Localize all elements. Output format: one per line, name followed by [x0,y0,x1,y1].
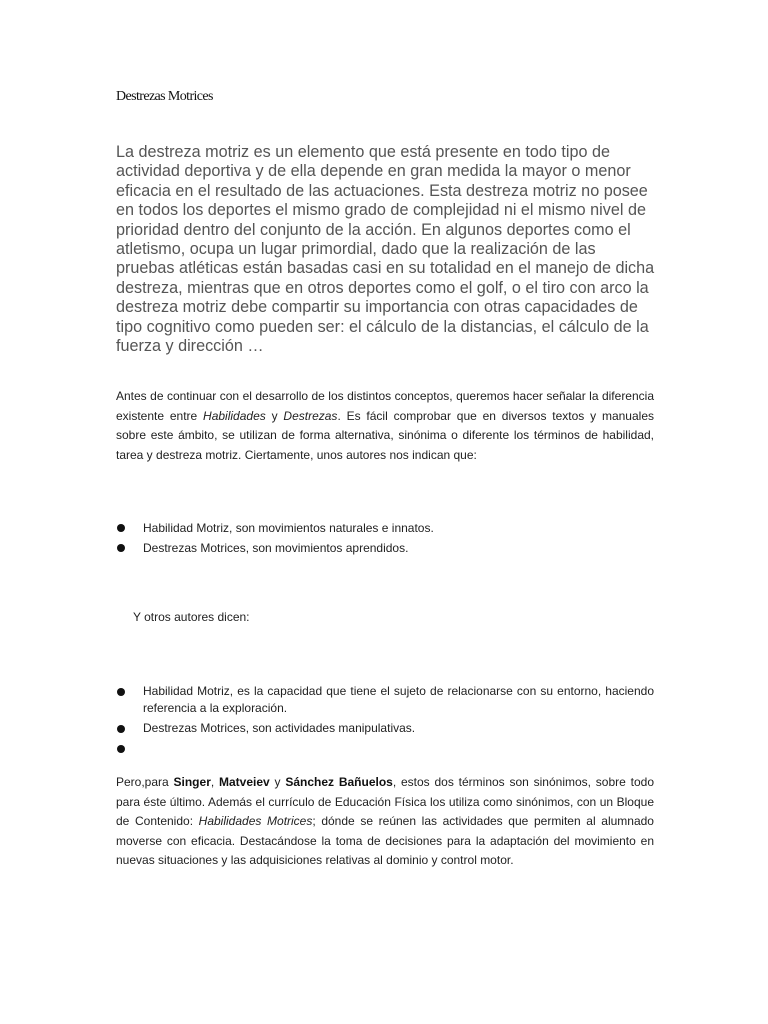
list-item-text: Destrezas Motrices, son actividades manipulativas. [143,720,416,735]
term-habilidades-motrices: Habilidades Motrices [198,814,313,828]
author-singer: Singer [173,775,211,789]
term-destrezas: Destrezas [283,408,338,423]
list-item-text: Habilidad Motriz, son movimientos naturales e innatos. [143,521,434,535]
author-matveiev: Matveiev [219,775,270,789]
closing-text-3: ; dónde se reúnen las actividades que permiten al alumnado moverse con eficacia. Destacándose la toma de decisiones para la adaptación del movimiento en nuevas situaciones y las adquisiciones relativas al dominio y control motor. [116,814,654,867]
definitions-list-2 [116,683,654,760]
lead-paragraph: La destreza motriz es un elemento que está presente en todo tipo de actividad deportiva y de ella depende en gran medida la mayor o menor eficacia en el resultado de las actuaciones. Esta destreza motriz no posee en todos los deportes el mismo grado de complejidad ni el mismo nivel de prioridad dentro del conjunto de la acción. En algunos deportes como el atletismo, ocupa un lugar primordial, dado que la realización de las pruebas atléticas están basadas casi en su totalidad en el manejo de dicha destreza, mientras que en otros deportes como el golf, o el tiro con arco la destreza motriz debe compartir su importancia con otras capacidades de tipo cognitivo como pueden ser: el cálculo de la distancias, el cálculo de la fuerza y dirección … [116,143,655,356]
other-authors-text: Y otros autores dicen: [133,610,250,624]
list-item [116,539,654,559]
bullet-icon [117,544,125,552]
bullet-icon [117,725,125,733]
closing-text-2: , estos dos términos son sinónimos, sobre todo para éste último. Además el currículo de Educación Física los utiliza como sinónimos, con un Bloque de Contenido: [116,775,654,828]
page-title: Destrezas Motrices [116,89,213,104]
bullet-icon [117,688,125,696]
list-item [116,720,654,737]
list-item [116,683,654,716]
closing-text-1: Pero,para [116,775,174,789]
list-item-text: Destrezas Motrices, son movimientos aprendidos. [143,540,409,555]
closing-paragraph [116,773,654,871]
author-sanchez-banuelos: Sánchez Bañuelos [285,775,393,789]
list-item-text: Habilidad Motriz, es la capacidad que tiene el sujeto de relacionarse con su entorno, haciendo referencia a la exploración. [143,684,654,715]
closing-sep-1: , [210,775,220,789]
intro-text-1: Antes de continuar con el desarrollo de los distintos conceptos, queremos hacer señalar la diferencia existente entre [116,389,654,423]
list-item [116,519,654,539]
term-habilidades: Habilidades [203,408,266,423]
intro-paragraph [116,387,654,465]
bullet-icon [117,745,125,753]
bullet-icon [117,524,125,532]
closing-sep-2: y [269,775,286,789]
intro-text-2: y [265,408,284,423]
intro-text-3: . Es fácil comprobar que en diversos textos y manuales sobre este ámbito, se utilizan de forma alternativa, sinónima o diferente los términos de habilidad, tarea y destreza motriz. Ciertamente, unos autores nos indican que: [116,408,654,462]
definitions-list-1 [116,519,654,558]
list-item-empty [116,740,654,757]
